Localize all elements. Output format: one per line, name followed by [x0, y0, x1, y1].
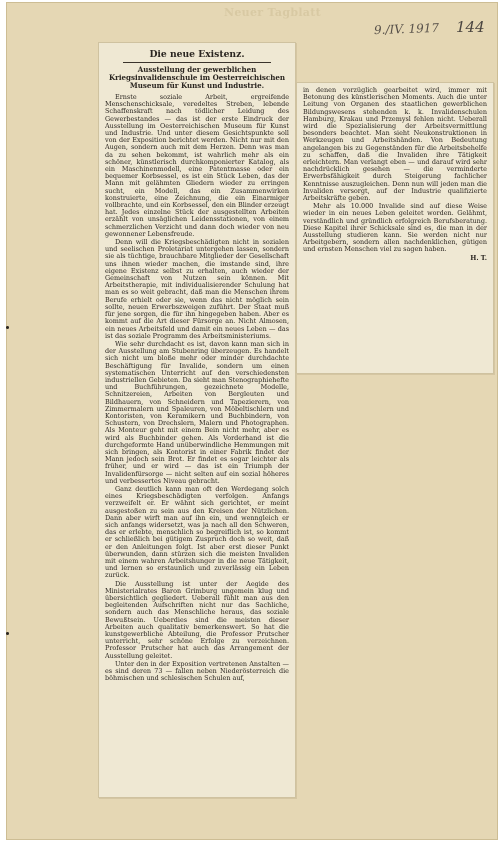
article-column-left	[105, 47, 289, 793]
clipping-right-column	[296, 82, 494, 374]
paragraph: Ganz deutlich kann man oft den Werdegang solch eines Kriegsbeschädigten verfolgen. Anfangs verzweifelt er. Er wähnt sich gerichtet, er meint ausgestoßen zu sein aus den Kreisen der Nützlichen. Dann aber wirft man auf ihn ein, und wenngleich er sich anfangs widersetzt, was ja nach all den Schweren, das er erlebte, menschlich so begreiflich ist, so kommt er schließlich bei gütigem Zuspruch doch so weit, daß er den Anleitungen folgt. Ist aber erst dieser Punkt überwunden, dann stürzen sich die meisten Invaliden mit einem wahren Arbeitshunger in die neue Tätigkeit, und lernen so erstaunlich und zuverlässig ein Leben zurück.	[105, 484, 289, 580]
article-column-right	[303, 87, 487, 369]
paragraph: Die Ausstellung ist unter der Aegide des Ministerialrates Baron Grimburg ungemein klug und übersichtlich gegliedert. Ueberall fühlt man aus den begleitenden Aufschriften nicht nur das Sachliche, sondern auch das Menschliche heraus, das soziale Bewußtsein. Ueberdies sind die meisten dieser Arbeiten auch qualitativ bemerkenswert. So hat die kunstgewerbliche Abteilung, die Professor Prutscher unterricht, sehr schöne Erfolge zu verzeichnen. Professor Prutscher hat auch das Arrangement der Ausstellung geleitet.	[105, 579, 289, 660]
title-rule	[123, 62, 271, 63]
archive-sheet	[6, 2, 498, 840]
handwritten-date: 9./IV. 1917	[373, 20, 440, 38]
newspaper-masthead: Neuer Tagblatt	[224, 6, 321, 19]
paragraph: Ernste soziale Arbeit, ergreifende Menschenschicksale, veredeltes Streben, lebende Schaffenskraft nach tödlicher Leidung des Gewerbestandes — das ist der erste Eindruck der Ausstellung im Oesterreichischen Museum für Kunst und Industrie. Und unter diesem Gesichtspunkte soll von der Exposition berichtet werden. Nicht nur mit den Augen, sondern auch mit dem Herzen. Denn was man da zu sehen bekommt, ist wahrlich mehr als ein schöner, künstlerisch durchkomponierter Katalog, als ein Maschinenmodell, eine Patentmasse oder ein bequemer Korbsessel, es ist ein Stück Leben, das der Mann mit gelähmten Gliedern wieder zu erringen sucht, ein Modell, das ein Zusammenwirken konstruierte, eine Zeichnung, die ein Einarmiger vollbrachte, und ein Korbsessel, den ein Blinder erzeugt hat. Jedes einzelne Stück der ausgestellten Arbeiten erzählt von unsäglichen Leidensstationen, von einem schmerzlichen Verzicht und dann doch wieder von neu gewonnener Lebensfreude.	[105, 93, 289, 238]
punch-hole	[6, 326, 9, 329]
paragraph: Wie sehr durchdacht es ist, davon kann man sich in der Ausstellung am Stubenring überzeugen. Es handelt sich nicht um bloße mehr oder minder durchdachte Beschäftigung für Invalide, sondern um einen systematischen Unterricht auf den verschiedensten industriellen Gebieten. Da sieht man Stenographiehefte und Buchführungen, gezeichnete Modelle, Schnitzereien, Arbeiten von Bergleuten und Bildhauern, von Schneidern und Tapezierern, von Zimmermalern und Spaleuren, von Möbeltischlern und Kontoristen, von Keramikern und Buchbindern, von Schustern, von Drechslern, Malern und Photographen. Als Monteur geht mit einem Bein nicht mehr, aber es wird als Buchbinder gehen. Als Vorderhand ist die durchgeformte Hand unüberwindliche Hemmungen mit sich bringen, als Kontorist in einer Fabrik findet der Mann jedoch sein Brot. Er findet es sogar leichter als früher, und er wird — das ist ein Triumph der Invalidenfürsorge — nicht selten auf ein sozial höheres und verbessertes Niveau gebracht.	[105, 339, 289, 485]
author-signature: H. T.	[470, 253, 487, 262]
paragraph: Unter den in der Exposition vertretenen Anstalten — es sind deren 73 — fallen neben Niederösterreich die böhmischen und schlesischen Schulen auf,	[105, 659, 289, 683]
punch-hole	[6, 632, 9, 635]
article-subtitle: Ausstellung der gewerblichen Kriegsinvalidenschule im Oesterreichischen Museum für Kunst und Industrie.	[108, 65, 286, 90]
clipping-left-column	[98, 42, 296, 798]
handwritten-number: 144	[456, 18, 485, 36]
paragraph: in denen vorzüglich gearbeitet wird, immer mit Betonung des künstlerischen Moments. Auch die unter Leitung von Organen des staatlichen gewerblichen Bildungswesens stehenden k. k. Invalidenschulen Hamburg, Krakau und Przemysl fehlen nicht. Ueberall wird die Spezialisierung der Arbeitsvermittlung besonders beachtet. Man sieht Neukonstruktionen in Werkzeugen und Arbeitshänden. Von Bedeutung angelangen bis zu Gegenständen für die Arbeitsbehelfe zu schaffen, daß die Invaliden ihre Tätigkeit erleichtern. Man verlangt eben — und darauf wird sehr nachdrücklich gesehen — die verminderte Erwerbsfähigkeit durch Steigerung fachlicher Kenntnisse auszugleichen. Denn nun will jeden man die Invaliden versorgt, auf der Industrie qualifizierte Arbeitskräfte geben.	[303, 87, 487, 203]
paragraph: Denn will die Kriegsbeschädigten nicht in sozialen und seelischen Proletariat untergehen lassen, sondern sie als tüchtige, brauchbare Mitglieder der Gesellschaft uns ihnen wieder machen, die imstande sind, ihre eigene Existenz selbst zu erhalten, auch wieder der Gemeinschaft von Nutzen sein können. Mit Arbeitstherapie, mit individualisierender Schulung hat man es so weit gebracht, daß man die Menschen ihrem Berufe erhielt oder sie, wenn das nicht möglich sein sollte, neuen Erwerbszweigen zuführt. Der Staat muß für jene sorgen, die für ihn hingegeben haben. Aber es kommt auf die Art dieser Fürsorge an. Nicht Almosen, ein neues Arbeitsfeld und damit ein neues Leben — das ist das soziale Programm des Arbeitsministeriums.	[105, 238, 289, 340]
article-title: Die neue Existenz.	[149, 49, 245, 60]
paragraph: Mehr als 10.000 Invalide sind auf diese Weise wieder in ein neues Leben geleitet worden. Gelähmt, verständlich und gründlich erfolgreich Berufsberatung. Diese Kapitel ihrer Schicksale sind es, die man in der Ausstellung studieren kann. Sie werden nicht nur Arbeitgebern, sondern allen nachdenklichen, gütigen und ernsten Menschen viel zu sagen haben.	[303, 202, 487, 254]
